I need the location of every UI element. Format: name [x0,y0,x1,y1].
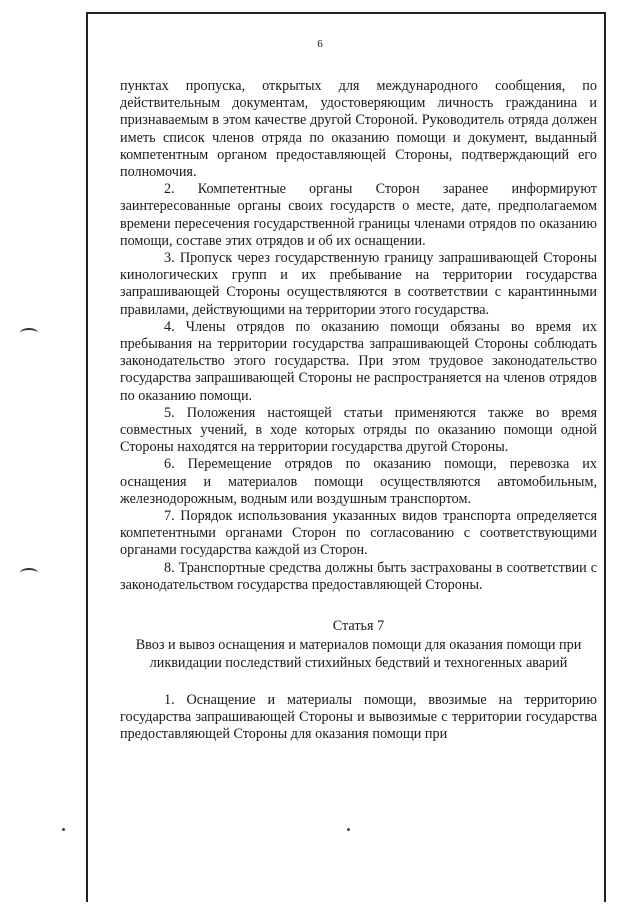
article-title: Статья 7 [332,618,385,635]
margin-mark [20,328,38,338]
paragraph-continuation: пунктах пропуска, открытых для международного сообщения, по действительным документам, удостоверяющим личность гражданина и признаваемым в этом качестве другой Стороной. Руководитель отряда должен иметь список членов отряда по оказанию помощи и документ, выданный компетентным органом предоставляющей Стороны, подтверждающий его полномочия. [120,78,597,181]
paragraph-5: 5. Положения настоящей статьи применяются также во время совместных учений, в ходе которых отряды по оказанию помощи одной Стороны находятся на территории государства другой Стороны. [120,404,597,456]
paragraph-4: 4. Члены отрядов по оказанию помощи обязаны во время их пребывания на территории государства запрашивающей Стороны соблюдать законодательство этого государства. При этом трудовое законодательство государства запрашивающей Стороны не распространяется на членов отрядов по оказанию помощи. [120,318,597,404]
spacer [120,672,597,692]
scan-speck [347,828,350,831]
article-header [120,618,597,672]
scan-speck [62,828,65,831]
document-body [120,78,597,743]
article-paragraph-1: 1. Оснащение и материалы помощи, ввозимые на территорию государства запрашивающей Стороны и вывозимые с территории государства предоставляющей Стороны для оказания помощи при [120,691,597,743]
paragraph-2: 2. Компетентные органы Сторон заранее информируют заинтересованные органы своих государств о месте, дате, предполагаемом времени пересечения государственной границы членами отрядов по оказанию помощи, составе этих отрядов и об их оснащении. [120,181,597,249]
paragraph-6: 6. Перемещение отрядов по оказанию помощи, перевозка их оснащения и материалов помощи осуществляются автомобильным, железнодорожным, водным или воздушным транспортом. [120,456,597,507]
paragraph-3: 3. Пропуск через государственную границу запрашивающей Стороны кинологических групп и их пребывание на территории государства запрашивающей Стороны осуществляются в соответствии с карантинными правилами, действующими на территории этого государства. [120,250,597,318]
article-heading: Ввоз и вывоз оснащения и материалов помощи для оказания помощи при ликвидации последствий стихийных бедствий и техногенных аварий [135,637,582,671]
paragraph-8: 8. Транспортные средства должны быть застрахованы в соответствии с законодательством государства предоставляющей Стороны. [120,559,597,593]
margin-mark [20,568,38,578]
paragraph-7: 7. Порядок использования указанных видов транспорта определяется компетентными органами Сторон по согласованию с соответствующими органами государства каждой из Сторон. [120,508,597,559]
page-number: 6 [317,38,323,50]
